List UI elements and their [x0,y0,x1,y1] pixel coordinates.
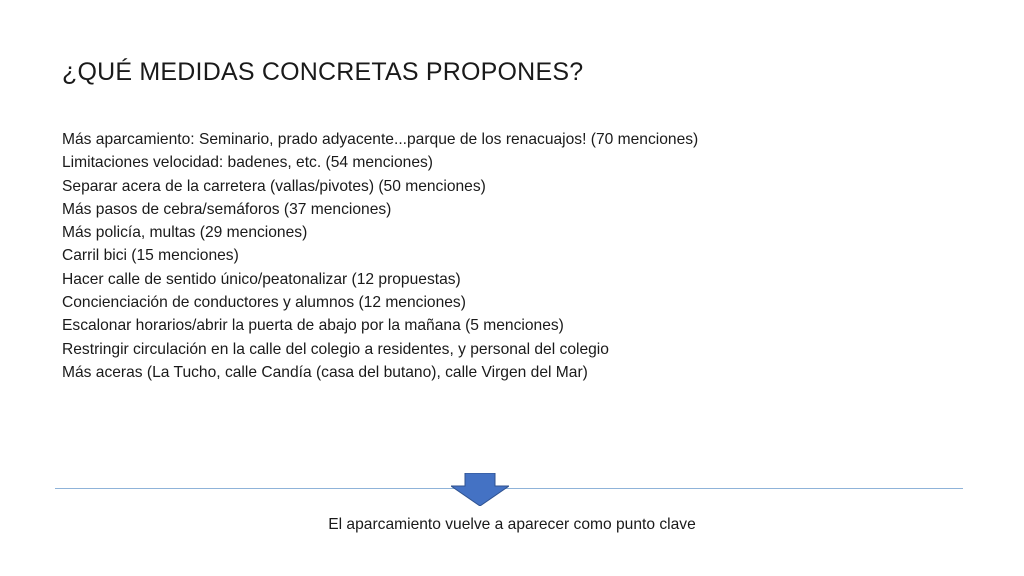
list-item: Carril bici (15 menciones) [62,247,239,265]
slide-title: ¿QUÉ MEDIDAS CONCRETAS PROPONES? [62,58,584,86]
down-arrow-icon [451,473,509,506]
measures-list [62,128,698,384]
list-item: Escalonar horarios/abrir la puerta de abajo por la mañana (5 menciones) [62,317,564,335]
list-item: Más aparcamiento: Seminario, prado adyacente...parque de los renacuajos! (70 menciones) [62,131,699,148]
list-item: Separar acera de la carretera (vallas/pivotes) (50 menciones) [62,177,486,195]
list-item: Concienciación de conductores y alumnos (12 menciones) [62,294,466,312]
list-item: Limitaciones velocidad: badenes, etc. (54 menciones) [62,154,433,172]
list-item: Hacer calle de sentido único/peatonalizar (12 propuestas) [62,270,461,288]
list-item: Restringir circulación en la calle del colegio a residentes, y personal del colegio [62,340,609,358]
list-item: Más pasos de cebra/semáforos (37 menciones) [62,200,392,218]
list-item: Más aceras (La Tucho, calle Candía (casa del butano), calle Virgen del Mar) [62,363,588,381]
list-item: Más policía, multas (29 menciones) [62,224,308,242]
conclusion-text: El aparcamiento vuelve a aparecer como punto clave [328,516,696,533]
divider-line [55,488,963,489]
